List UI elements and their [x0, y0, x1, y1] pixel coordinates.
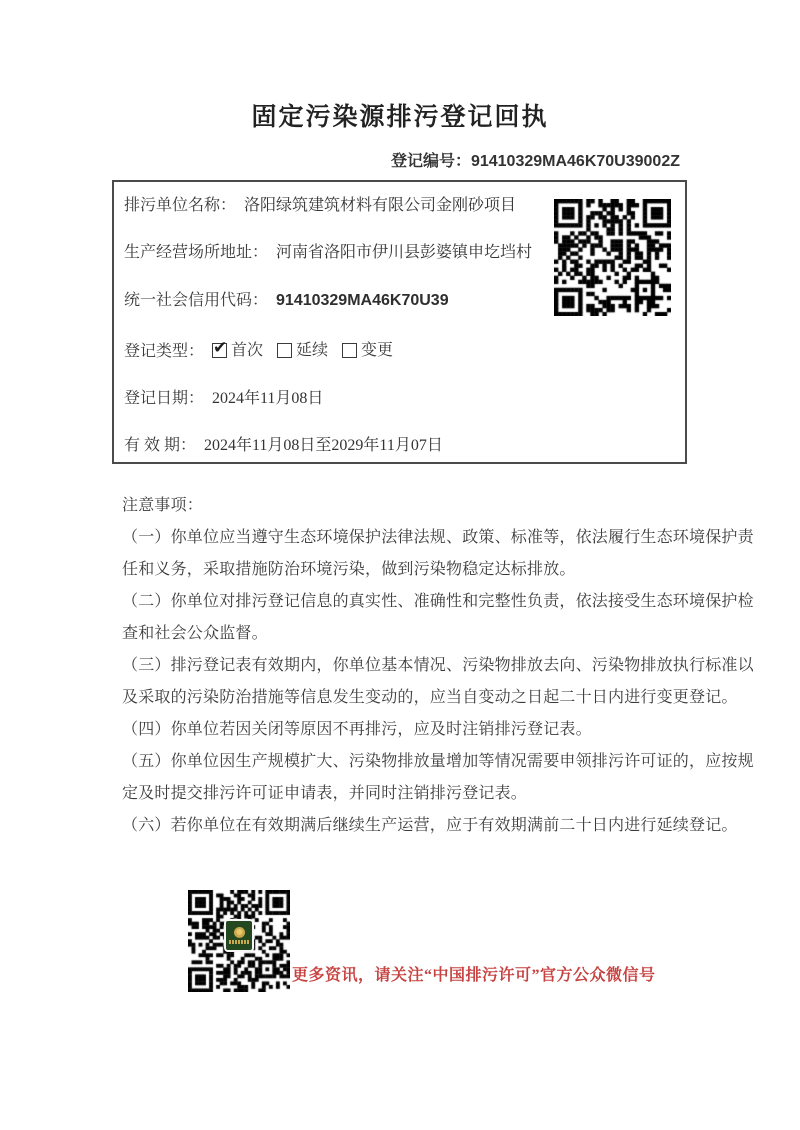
form-row-unit-name — [124, 195, 516, 216]
row-label: 有 效 期： — [124, 437, 197, 454]
qr-logo-caption-marks — [229, 940, 249, 944]
notes-line: （二）你单位对排污登记信息的真实性、准确性和完整性负责，依法接受生态环境保护检 — [122, 593, 754, 610]
registration-type-checkbox-change — [342, 340, 393, 361]
notes-line: 查和社会公众监督。 — [122, 625, 268, 642]
notes-line: （六）若你单位在有效期满后继续生产运营，应于有效期满前二十日内进行延续登记。 — [122, 817, 738, 834]
registration-number-label: 登记编号： — [390, 153, 471, 170]
row-label: 登记类型： — [124, 343, 205, 360]
national-emblem-icon — [234, 927, 245, 938]
notes-line: （三）排污登记表有效期内，你单位基本情况、污染物排放去向、污染物排放执行标准以 — [122, 657, 754, 674]
form-row-credit-code — [124, 290, 449, 311]
notes-line: 及采取的污染防治措施等信息发生变动的，应当自变动之日起二十日内进行变更登记。 — [122, 689, 738, 706]
notes-line: 定及时提交排污许可证申请表，并同时注销排污登记表。 — [122, 785, 528, 802]
notes-line: （四）你单位若因关闭等原因不再排污，应及时注销排污登记表。 — [122, 721, 592, 738]
registration-type-checkbox-first — [212, 340, 263, 361]
checkbox-box — [277, 343, 292, 358]
registration-form-box — [112, 180, 687, 464]
form-row-registration-type — [124, 340, 393, 362]
row-value: 洛阳绿筑建筑材料有限公司金刚砂项目 — [244, 197, 517, 214]
wechat-qr-code — [188, 890, 290, 992]
qr-center-logo — [224, 919, 254, 952]
notes-line: （五）你单位因生产规模扩大、污染物排放量增加等情况需要申领排污许可证的，应按规 — [122, 753, 754, 770]
check-icon: ✔ — [213, 338, 228, 358]
footer-caption: 更多资讯，请关注“中国排污许可”官方公众微信号 — [292, 967, 656, 984]
row-value: 91410329MA46K70U39 — [276, 292, 449, 309]
form-row-registration-date — [124, 388, 323, 409]
row-label: 登记日期： — [124, 390, 205, 407]
row-value: 2024年11月08日至2029年11月07日 — [204, 437, 443, 454]
registration-info-qr-code — [554, 199, 671, 316]
row-value: 河南省洛阳市伊川县彭婆镇申圪垱村 — [276, 244, 533, 261]
checkbox-label: 延续 — [296, 342, 329, 359]
checkbox-label: 首次 — [231, 342, 264, 359]
form-row-validity-period — [124, 435, 443, 456]
registration-type-checkbox-renewal — [277, 340, 328, 361]
row-label: 排污单位名称： — [124, 197, 237, 214]
row-value: 2024年11月08日 — [212, 390, 324, 407]
checkbox-box — [342, 343, 357, 358]
registration-number-value: 91410329MA46K70U39002Z — [470, 153, 680, 170]
row-label: 统一社会信用代码： — [124, 292, 269, 309]
document-title: 固定污染源排污登记回执 — [251, 104, 549, 131]
notes-line: （一）你单位应当遵守生态环境保护法律法规、政策、标准等，依法履行生态环境保护责 — [122, 529, 754, 546]
registration-number — [391, 148, 680, 171]
notes-section — [122, 490, 754, 842]
notes-line: 任和义务，采取措施防治环境污染，做到污染物稳定达标排放。 — [122, 561, 576, 578]
notes-heading: 注意事项： — [122, 497, 204, 514]
checkbox-label: 变更 — [361, 342, 394, 359]
form-row-address — [124, 242, 532, 263]
row-label: 生产经营场所地址： — [124, 244, 269, 261]
checkbox-box — [212, 338, 228, 358]
registration-type-options — [212, 340, 393, 361]
